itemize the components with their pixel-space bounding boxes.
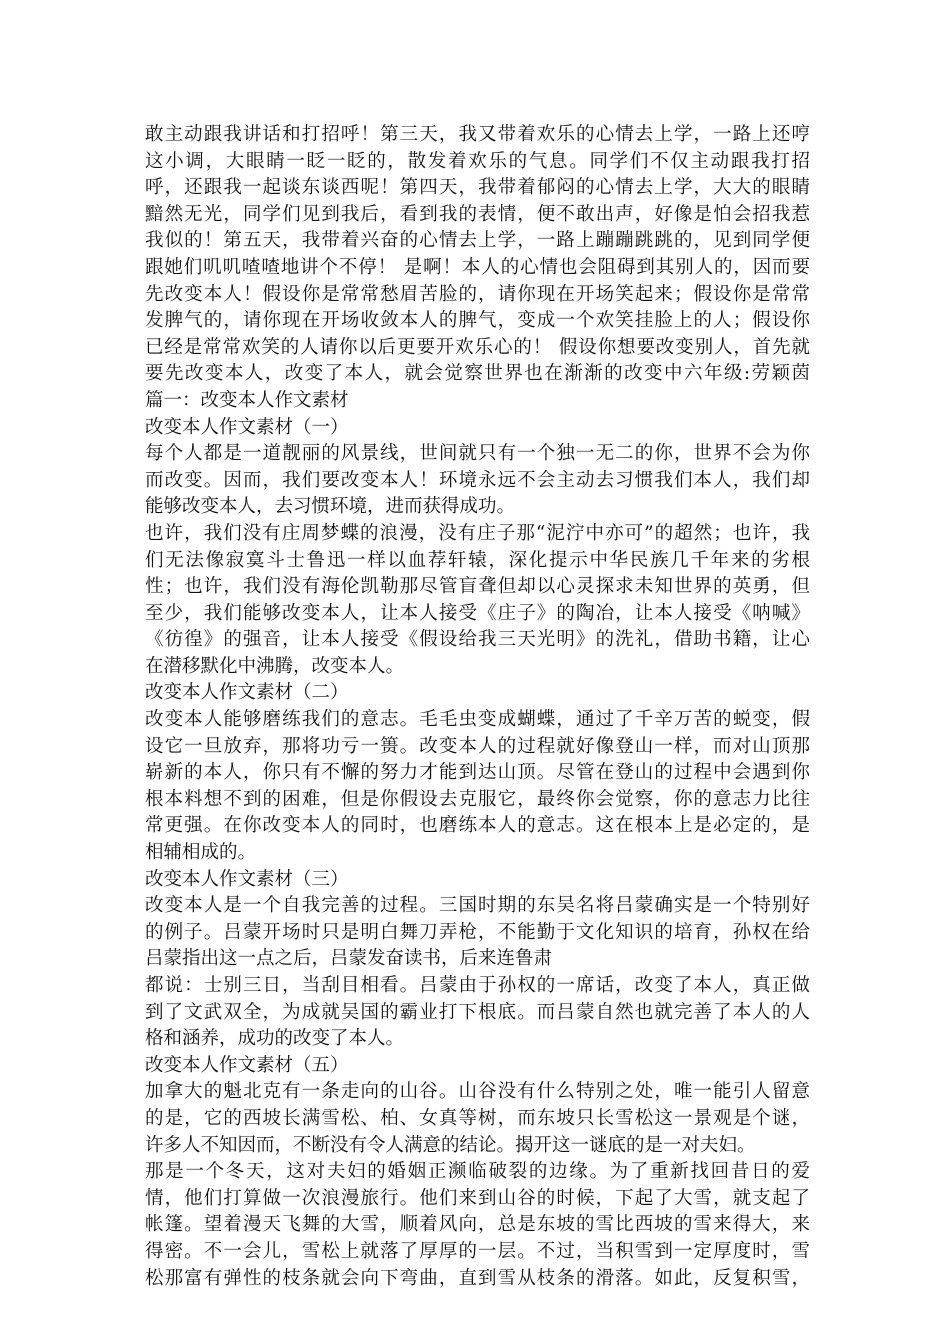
text-line: 吕蒙指出这一点之后，吕蒙发奋读书，后来连鲁肃 [145,948,553,970]
text-line: 帐篷。望着漫天飞舞的大雪，顺着风向，总是东坡的雪比西坡的雪来得大，来 [145,1214,810,1236]
text-line: 们无法像寂寞斗士鲁迅一样以血荐轩辕，深化提示中华民族几千年来的劣根 [145,549,810,571]
text-line: 到了文武双全，为成就吴国的霸业打下根底。而吕蒙自然也就完善了本人的人 [145,1001,810,1023]
text-line: 改变本人是一个自我完善的过程。三国时期的东吴名将吕蒙确实是一个特别好 [145,895,810,917]
text-line: 改变本人作文素材（五） [145,1054,349,1076]
text-line: 的是，它的西坡长满雪松、柏、女真等树，而东坡只长雪松这一景观是个谜， [145,1107,810,1129]
text-line: 要先改变本人，改变了本人，就会觉察世界也在渐渐的改变中六年级:劳颖茵 [145,363,810,385]
text-line: 相辅相成的。 [145,842,257,864]
text-line: 至少，我们能够改变本人，让本人接受《庄子》的陶冶，让本人接受《呐喊》 [145,602,810,624]
text-line: 黯然无光，同学们见到我后，看到我的表情，便不敢出声，好像是怕会招我惹 [145,203,810,225]
text-line: 情，他们打算做一次浪漫旅行。他们来到山谷的时候，下起了大雪，就支起了 [145,1187,810,1209]
text-line: 许多人不知因而，不断没有令人满意的结论。揭开这一谜底的是一对夫妇。 [145,1134,756,1156]
text-line: 加拿大的魁北克有一条走向的山谷。山谷没有什么特别之处，唯一能引人留意 [145,1081,810,1103]
text-line: 改变本人作文素材（三） [145,868,349,890]
text-line: 性；也许，我们没有海伦凯勒那尽管盲聋但却以心灵探求未知世界的英勇，但 [145,576,810,598]
text-line: 《彷徨》的强音，让本人接受《假设给我三天光明》的洗礼，借助书籍，让心 [145,629,810,651]
text-line: 常更强。在你改变本人的同时，也磨练本人的意志。这在根本上是必定的，是 [145,815,810,837]
text-line: 在潜移默化中沸腾，改变本人。 [145,655,405,677]
text-line: 松那富有弹性的枝条就会向下弯曲，直到雪从枝条的滑落。如此，反复积雪， [145,1267,810,1289]
text-line: 都说：士别三日，当刮目相看。吕蒙由于孙权的一席话，改变了本人，真正做 [145,975,810,996]
text-line: 设它一旦放弃，那将功亏一篑。改变本人的过程就好像登山一样，而对山顶那 [145,735,810,757]
text-line: 发脾气的，请你现在开场收敛本人的脾气，变成一个欢笑挂脸上的人；假设你 [145,310,810,332]
text-line: 那是一个冬天，这对夫妇的婚姻正濒临破裂的边缘。为了重新找回昔日的爱 [145,1161,810,1183]
text-line: 格和涵养，成功的改变了本人。 [145,1028,405,1050]
text-line: 根本料想不到的困难，但是你假设去克服它，最终你会觉察，你的意志力比往 [145,788,810,810]
text-line: 呼，还跟我一起谈东谈西呢！第四天，我带着郁闷的心情去上学，大大的眼睛 [145,177,810,199]
text-line: 也许，我们没有庄周梦蝶的浪漫，没有庄子那“泥泞中亦可”的超然；也许，我 [145,522,810,544]
text-line: 这小调，大眼睛一眨一眨的，散发着欢乐的气息。同学们不仅主动跟我打招 [145,150,810,172]
text-line: 我似的！第五天，我带着兴奋的心情去上学，一路上蹦蹦跳跳的，见到同学便 [145,230,810,252]
text-line: 得密。不一会儿，雪松上就落了厚厚的一层。不过，当积雪到一定厚度时，雪 [145,1240,810,1262]
document-body [145,122,810,1292]
text-line: 敢主动跟我讲话和打招呼！第三天，我又带着欢乐的心情去上学，一路上还哼 [145,124,810,145]
text-line: 跟她们叽叽喳喳地讲个不停！ 是啊！本人的心情也会阻碍到其别人的，因而要 [145,256,810,278]
text-line: 改变本人作文素材（二） [145,682,349,704]
text-line: 改变本人能够磨练我们的意志。毛毛虫变成蝴蝶，通过了千辛万苦的蜕变，假 [145,709,810,731]
text-line: 能够改变本人，去习惯环境，进而获得成功。 [145,496,516,518]
text-line: 改变本人作文素材（一） [145,416,349,438]
text-line: 崭新的本人，你只有不懈的努力才能到达山顶。尽管在登山的过程中会遇到你 [145,762,810,784]
text-line: 篇一：改变本人作文素材 [145,389,349,411]
text-line: 已经是常常欢笑的人请你以后更要开欢乐心的！ 假设你想要改变别人，首先就 [145,336,810,358]
text-line: 而改变。因而，我们要改变本人！环境永远不会主动去习惯我们本人，我们却 [145,469,810,491]
text-line: 的例子。吕蒙开场时只是明白舞刀弄枪，不能勤于文化知识的培育，孙权在给 [145,921,810,943]
text-line: 先改变本人！假设你是常常愁眉苦脸的，请你现在开场笑起来；假设你是常常 [145,283,810,305]
text-line: 每个人都是一道靓丽的风景线，世间就只有一个独一无二的你，世界不会为你 [145,443,810,465]
